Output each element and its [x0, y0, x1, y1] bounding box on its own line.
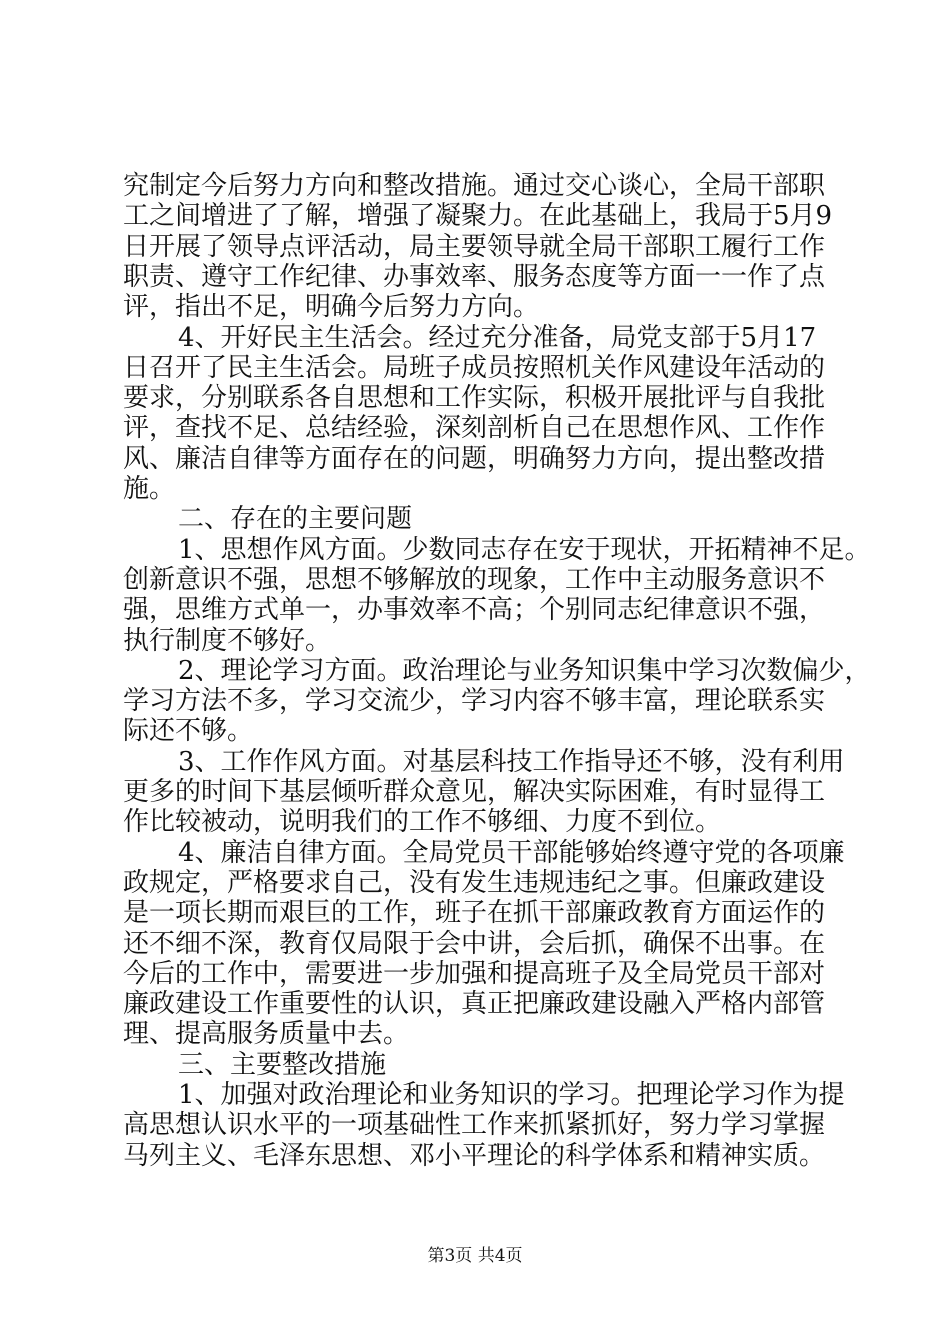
text-line: 风、廉洁自律等方面存在的问题，明确努力方向，提出整改措	[123, 444, 826, 474]
text-line: 4、开好民主生活会。经过充分准备，局党支部于5月17	[178, 323, 817, 353]
text-line: 更多的时间下基层倾听群众意见，解决实际困难，有时显得工	[123, 777, 826, 807]
section-heading: 三、主要整改措施	[178, 1050, 387, 1080]
text-line: 理、提高服务质量中去。	[123, 1019, 410, 1049]
text-line: 强，思维方式单一，办事效率不高；个别同志纪律意识不强，	[123, 595, 826, 625]
section-heading: 二、存在的主要问题	[178, 504, 413, 534]
text-line: 要求，分别联系各自思想和工作实际，积极开展批评与自我批	[123, 383, 826, 413]
text-line: 3、工作作风方面。对基层科技工作指导还不够，没有利用	[178, 747, 845, 777]
text-line: 2、理论学习方面。政治理论与业务知识集中学习次数偏少，	[178, 656, 871, 686]
text-line: 1、思想作风方面。少数同志存在安于现状，开拓精神不足。	[178, 535, 871, 565]
text-line: 作比较被动，说明我们的工作不够细、力度不到位。	[123, 807, 722, 837]
text-line: 是一项长期而艰巨的工作，班子在抓干部廉政教育方面运作的	[123, 898, 826, 928]
text-line: 施。	[123, 474, 176, 504]
text-line: 今后的工作中，需要进一步加强和提高班子及全局党员干部对	[123, 959, 826, 989]
text-line: 评，指出不足，明确今后努力方向。	[123, 292, 540, 322]
text-line: 际还不够。	[123, 716, 254, 746]
text-line: 工之间增进了了解，增强了凝聚力。在此基础上，我局于5月9	[123, 201, 833, 231]
page-number-footer: 第3页 共4页	[427, 1246, 523, 1266]
text-line: 还不细不深，教育仅局限于会中讲，会后抓，确保不出事。在	[123, 929, 826, 959]
text-line: 政规定，严格要求自己，没有发生违规违纪之事。但廉政建设	[123, 868, 826, 898]
text-line: 职责、遵守工作纪律、办事效率、服务态度等方面一一作了点	[123, 262, 826, 292]
text-line: 1、加强对政治理论和业务知识的学习。把理论学习作为提	[178, 1080, 845, 1110]
text-line: 高思想认识水平的一项基础性工作来抓紧抓好，努力学习掌握	[123, 1110, 826, 1140]
text-line: 廉政建设工作重要性的认识，真正把廉政建设融入严格内部管	[123, 989, 826, 1019]
text-line: 评，查找不足、总结经验，深刻剖析自己在思想作风、工作作	[123, 413, 826, 443]
text-line: 创新意识不强，思想不够解放的现象，工作中主动服务意识不	[123, 565, 826, 595]
text-line: 究制定今后努力方向和整改措施。通过交心谈心，全局干部职	[123, 171, 826, 201]
text-line: 马列主义、毛泽东思想、邓小平理论的科学体系和精神实质。	[123, 1141, 826, 1171]
text-line: 4、廉洁自律方面。全局党员干部能够始终遵守党的各项廉	[178, 838, 845, 868]
text-line: 执行制度不够好。	[123, 626, 332, 656]
text-line: 学习方法不多，学习交流少，学习内容不够丰富，理论联系实	[123, 686, 826, 716]
text-line: 日召开了民主生活会。局班子成员按照机关作风建设年活动的	[123, 353, 826, 383]
text-line: 日开展了领导点评活动，局主要领导就全局干部职工履行工作	[123, 232, 826, 262]
